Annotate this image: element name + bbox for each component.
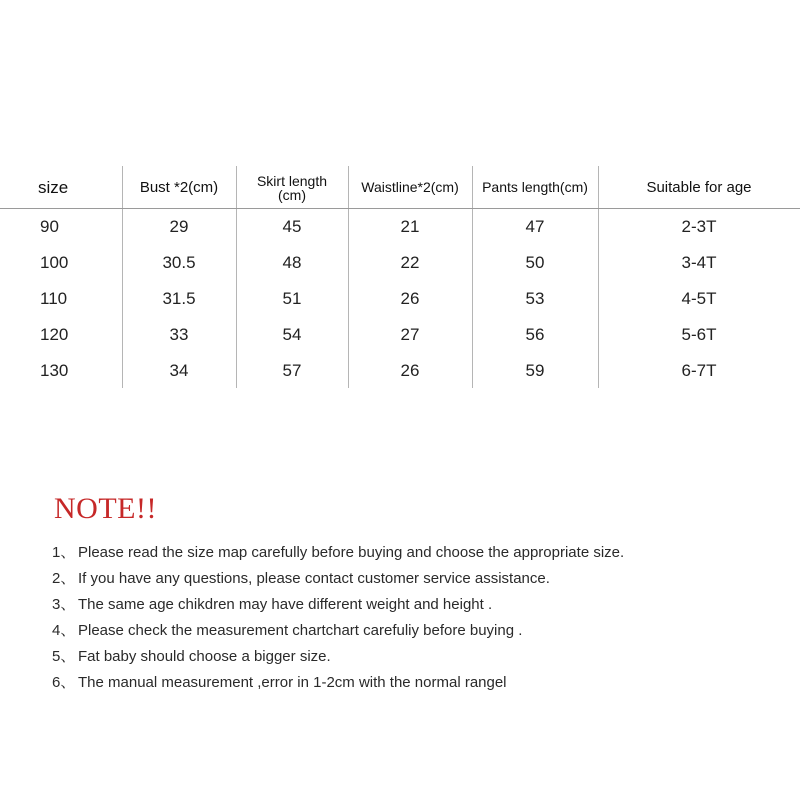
note-item xyxy=(52,566,624,592)
header-bust: Bust *2(cm) xyxy=(139,178,219,196)
cell-skirt: 54 xyxy=(282,325,302,344)
header-skirt-line2: (cm) xyxy=(278,187,306,203)
cell-age: 6-7T xyxy=(681,361,717,380)
note-number: 6、 xyxy=(52,674,76,691)
note-text: If you have any questions, please contact customer service assistance. xyxy=(78,570,550,587)
table-row xyxy=(0,317,800,353)
note-text: The same age chikdren may have different weight and height . xyxy=(78,596,493,613)
note-item xyxy=(52,540,624,566)
header-skirt-length xyxy=(236,166,348,208)
note-number: 4、 xyxy=(52,622,76,639)
cell-age: 5-6T xyxy=(681,325,717,344)
header-pants-length: Pants length(cm) xyxy=(482,178,588,195)
table-row xyxy=(0,245,800,281)
table-row xyxy=(0,353,800,389)
cell-pants: 53 xyxy=(525,289,545,308)
cell-size: 90 xyxy=(40,217,59,236)
cell-waist: 27 xyxy=(400,325,420,344)
cell-bust: 30.5 xyxy=(162,253,196,272)
cell-skirt: 57 xyxy=(282,361,302,380)
size-chart-table xyxy=(0,166,800,389)
note-title: NOTE!! xyxy=(54,492,157,525)
cell-waist: 26 xyxy=(400,289,420,308)
note-text: Please check the measurement chartchart carefuliy before buying . xyxy=(78,622,523,639)
note-text: Please read the size map carefully before buying and choose the appropriate size. xyxy=(78,544,625,561)
header-size: size xyxy=(38,177,69,197)
cell-bust: 34 xyxy=(169,361,189,380)
note-item xyxy=(52,592,624,618)
cell-skirt: 51 xyxy=(282,289,302,308)
cell-pants: 56 xyxy=(525,325,545,344)
header-skirt-line1: Skirt length xyxy=(256,173,328,189)
header-suitable-age: Suitable for age xyxy=(646,178,752,196)
cell-pants: 59 xyxy=(525,361,545,380)
table-row xyxy=(0,281,800,317)
cell-pants: 50 xyxy=(525,253,545,272)
cell-waist: 22 xyxy=(400,253,420,272)
cell-bust: 33 xyxy=(169,325,189,344)
cell-size: 110 xyxy=(40,289,68,308)
cell-size: 100 xyxy=(40,253,69,272)
note-list xyxy=(52,540,624,696)
note-item xyxy=(52,644,624,670)
cell-waist: 26 xyxy=(400,361,420,380)
cell-age: 2-3T xyxy=(681,217,717,236)
note-text: The manual measurement ,error in 1-2cm with the normal rangel xyxy=(78,674,507,691)
cell-age: 3-4T xyxy=(681,253,717,272)
header-waistline: Waistline*2(cm) xyxy=(361,178,459,195)
cell-pants: 47 xyxy=(525,217,545,236)
note-item xyxy=(52,618,624,644)
cell-skirt: 45 xyxy=(282,217,302,236)
cell-size: 120 xyxy=(40,325,69,344)
cell-size: 130 xyxy=(40,361,69,380)
cell-bust: 31.5 xyxy=(162,289,196,308)
note-number: 5、 xyxy=(52,648,76,665)
cell-skirt: 48 xyxy=(282,253,302,272)
note-number: 1、 xyxy=(52,544,76,561)
table-header-row xyxy=(0,166,800,209)
note-text: Fat baby should choose a bigger size. xyxy=(78,648,331,665)
note-item xyxy=(52,670,624,696)
cell-waist: 21 xyxy=(400,217,420,236)
note-number: 3、 xyxy=(52,596,76,613)
table-row xyxy=(0,209,800,245)
note-number: 2、 xyxy=(52,570,76,587)
cell-age: 4-5T xyxy=(681,289,717,308)
cell-bust: 29 xyxy=(169,217,189,236)
